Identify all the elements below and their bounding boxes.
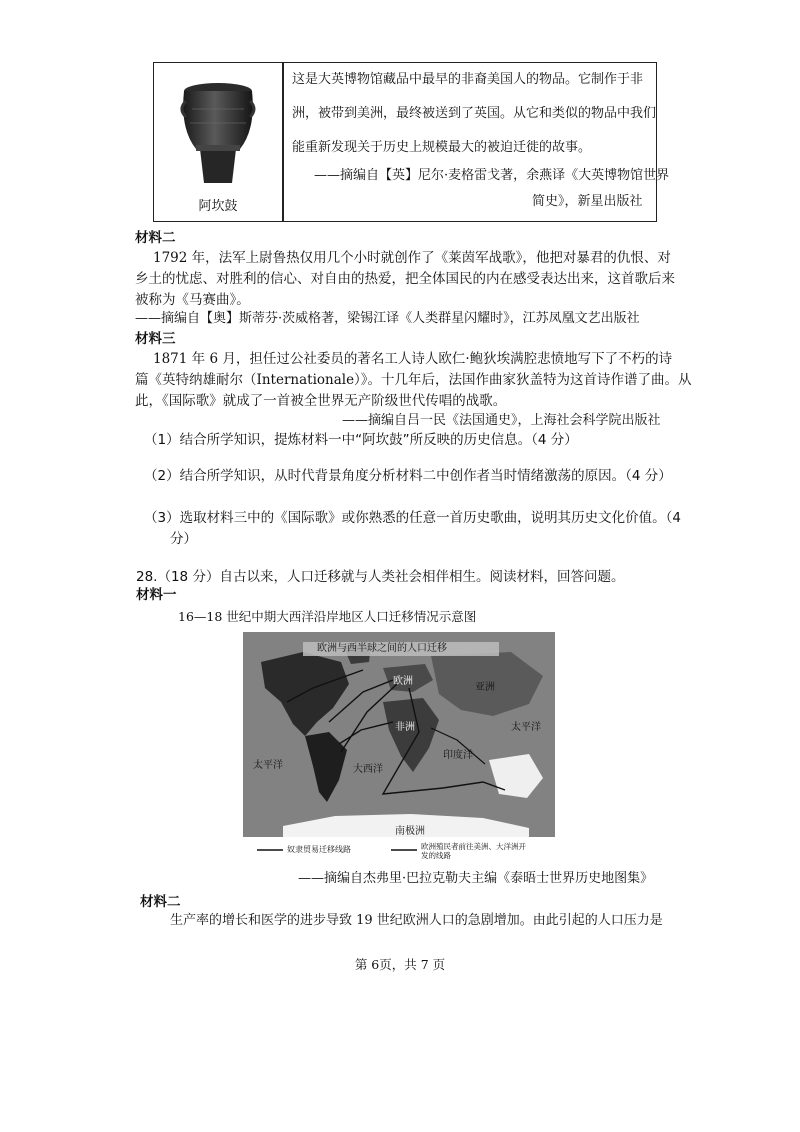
- map-top-label: 欧洲与西半球之间的人口迁移: [317, 643, 447, 654]
- map-label-indian-ocean: 印度洋: [443, 750, 473, 761]
- q28-material1-heading: 材料一: [136, 587, 177, 603]
- material2-line: 1792 年，法军上尉鲁热仅用几个小时就创作了《莱茵军战歌》，他把对暴君的仇恨、对: [153, 250, 671, 266]
- q28-intro: 28.（18 分）自古以来，人口迁移就与人类社会相伴相生。阅读材料，回答问题。: [136, 569, 625, 585]
- material1-line: 洲，被带到美洲，最终被送到了英国。从它和类似的物品中我们: [292, 106, 657, 121]
- map-label-atlantic: 大西洋: [353, 764, 383, 775]
- question-2: （2）结合所学知识，从时代背景角度分析材料二中创作者当时情绪激荡的原因。（4 分）: [144, 468, 672, 484]
- material1-line: 能重新发现关于历史上规模最大的被迫迁徙的故事。: [292, 140, 592, 155]
- question-3: （3）选取材料三中的《国际歌》或你熟悉的任意一首历史歌曲，说明其历史文化价值。（4: [144, 510, 681, 526]
- map-label-europe: 欧洲: [393, 676, 413, 687]
- migration-map: [243, 632, 555, 860]
- material3-line: 篇《英特纳雄耐尔（Internationale）》。十几年后，法国作曲家狄盖特为这首诗作谱了曲。从: [135, 372, 692, 388]
- material3-heading: 材料三: [135, 331, 176, 347]
- material3-line: 此，《国际歌》就成了一首被全世界无产阶级世代传唱的战歌。: [135, 393, 507, 409]
- map-label-pacific-east: 太平洋: [511, 722, 541, 733]
- material1-table: [153, 62, 670, 222]
- q28-material2-heading: 材料二: [140, 894, 181, 910]
- map-label-pacific-west: 太平洋: [253, 760, 283, 771]
- map-source: ——摘编自杰弗里·巴拉克勒夫主编《泰晤士世界历史地图集》: [298, 871, 654, 886]
- material3-source: ——摘编自吕一民《法国通史》，上海社会科学院出版社: [342, 413, 661, 428]
- material3-line: 1871 年 6 月，担任过公社委员的著名工人诗人欧仁·鲍狄埃满腔悲愤地写下了不朽的诗: [153, 351, 673, 367]
- material2-source: ——摘编自【奥】斯蒂芬·茨威格著，梁锡江译《人类群星闪耀时》，江苏凤凰文艺出版社: [135, 311, 640, 326]
- question-3-end: 分）: [170, 531, 197, 547]
- drum-caption: 阿坎鼓: [198, 199, 238, 214]
- akan-drum-image: [174, 79, 262, 191]
- map-legend-colonist-route: 欧洲殖民者前往美洲、大洋洲开发的线路: [421, 842, 526, 860]
- map-label-asia: 亚洲: [475, 682, 495, 693]
- material2-line: 被称为《马赛曲》。: [135, 292, 250, 308]
- table-divider: [282, 63, 284, 221]
- q28-material2-line: 生产率的增长和医学的进步导致 19 世纪欧洲人口的急剧增加。由此引起的人口压力是: [170, 913, 663, 928]
- map-title: 16—18 世纪中期大西洋沿岸地区人口迁移情况示意图: [178, 609, 477, 624]
- material1-source: ——摘编自【英】尼尔·麦格雷戈著，余燕译《大英博物馆世界: [314, 168, 670, 183]
- question-1: （1）结合所学知识，提炼材料一中“阿坎鼓”所反映的历史信息。（4 分）: [144, 432, 578, 448]
- map-label-antarctica: 南极洲: [395, 826, 425, 837]
- map-label-africa: 非洲: [395, 722, 415, 733]
- page-footer: 第 6页，共 7 页: [354, 957, 446, 972]
- map-legend-slave-route: 奴隶贸易迁移线路: [287, 845, 351, 854]
- material2-heading: 材料二: [135, 230, 176, 246]
- material1-source-end: 简史》，新星出版社: [532, 194, 643, 209]
- material1-line: 这是大英博物馆藏品中最早的非裔美国人的物品。它制作于非: [292, 72, 644, 87]
- material2-line: 乡土的忧虑、对胜利的信心、对自由的热爱，把全体国民的内在感受表达出来，这首歌后来: [135, 271, 675, 287]
